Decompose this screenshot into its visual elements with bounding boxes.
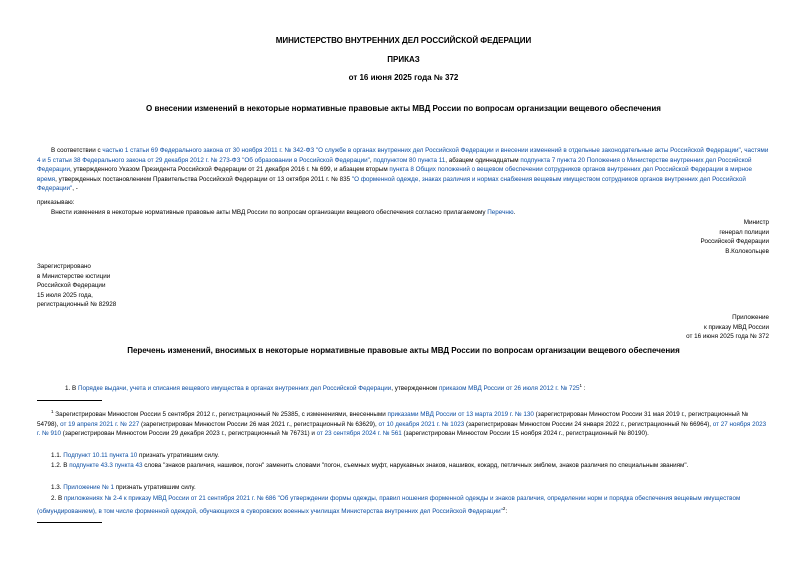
footnote-link-order-1023[interactable]: от 10 декабря 2021 г. № 1023 — [378, 420, 465, 428]
order-text-body: Внести изменения в некоторые нормативные правовые акты МВД России по вопросам организации вещевого обеспечения согласно прилагаемому — [51, 209, 488, 216]
preamble-text: , — [740, 147, 745, 154]
appendix-date: от 16 июня 2025 года № 372 — [686, 333, 769, 341]
sub-item-1-3 — [51, 483, 196, 493]
sub-item-text: слова "знаков различия, нашивок, погон" заменить словами "погон, съемных муфт, нарукавных знаков, нашивок, кокард, петличных эмблем, знаков различия по специальным званиям". — [142, 462, 689, 469]
preamble-link-law-273[interactable]: частями 4 и 5 статьи 38 Федерального закона от 29 декабря 2012 г. № 273-ФЗ "Об образовании в Российской Федерации" — [37, 147, 769, 164]
item-2-end: : — [505, 507, 508, 515]
list-item-1 — [65, 381, 585, 394]
order-link-list[interactable]: Перечню — [487, 209, 514, 216]
preamble-link-uniform[interactable]: "О форменной одежде, знаках различия и нормах снабжения вещевым имуществом сотрудников органов внутренних дел Российской Федерации" — [37, 175, 746, 193]
footnote-text: (зарегистрирован Минюстом России 31 мая 2019 г., регистрационный № 54798), — [37, 411, 749, 428]
item-2-link-order-686[interactable]: приложениях № 2-4 к приказу МВД России от 21 сентября 2021 г. № 686 "Об утверждении формы одежды, правил ношения форменной одежды и знаков различия, определении норм и порядка обеспечения вещевым имуществом (обмундированием), в том числе форменной одеждой, обучающихся в суворовских военных училищах Министерства внутренних дел Российской Федерации" — [37, 495, 741, 515]
preamble-text: , — [369, 156, 374, 164]
item-1-text: , утвержденном — [391, 385, 439, 393]
preamble-link-law-342[interactable]: частью 1 статьи 69 Федерального закона от 30 ноября 2011 г. № 342-ФЗ "О службе в органах внутренних дел Российской Федерации и внесении изменений в отдельные законодательные акты Российской Федерации" — [102, 147, 741, 154]
preamble-text: , - — [72, 185, 78, 193]
preamble-link-subpoint-80[interactable]: подпунктом 80 пункта 11 — [373, 156, 446, 164]
sub-item-1-2 — [37, 461, 769, 471]
sub-item-text: признать утратившим силу. — [137, 452, 220, 459]
preamble-text: , абзацем одиннадцатым — [445, 156, 521, 164]
preamble-link-regulation[interactable]: подпункта 7 пункта 20 Положения о Министерстве внутренних дел Российской Федерации — [37, 156, 752, 174]
sub-item-1-1 — [51, 451, 219, 461]
preamble-text: , утвержденного Указом Президента Российской Федерации от 21 декабря 2016 г. № 699, и абзацем вторым — [69, 166, 390, 174]
registration-number: регистрационный № 82928 — [37, 301, 117, 309]
registration-line: Зарегистрировано — [37, 263, 91, 270]
footnote-1 — [37, 407, 769, 439]
item-1-num: 1. В — [65, 385, 78, 393]
document-date-number: от 16 июня 2025 года № 372 — [348, 73, 459, 82]
footnote-text: Зарегистрирован Минюстом России 5 сентября 2012 г., регистрационный № 25385, с изменениями, внесенными — [53, 411, 388, 419]
signature-position: Министр — [743, 219, 769, 226]
item-2-num: 2. В — [51, 495, 64, 502]
registration-line: в Министерстве юстиции — [37, 272, 111, 280]
appendix-title: Перечень изменений, вносимых в некоторые нормативные правовые акты МВД России по вопросам организации вещевого обеспечения — [127, 346, 680, 355]
item-1-link-order-725[interactable]: приказом МВД России от 26 июля 2012 г. № 725 — [439, 385, 580, 393]
appendix-reference: к приказу МВД России — [703, 323, 769, 331]
ministry-name: МИНИСТЕРСТВО ВНУТРЕННИХ ДЕЛ РОССИЙСКОЙ ФЕДЕРАЦИИ — [275, 36, 532, 45]
footnote-text: (зарегистрирован Минюстом России 15 ноября 2024 г., регистрационный № 80190). — [401, 430, 649, 438]
order-word: приказываю: — [37, 199, 75, 206]
registration-line: 15 июля 2025 года, — [37, 291, 93, 299]
order-text — [51, 208, 515, 218]
footnote-link-order-130[interactable]: приказами МВД России от 13 марта 2019 г. № 130 — [387, 411, 534, 419]
sub-item-num: 1.2. В — [51, 462, 70, 469]
order-text-end: . — [513, 209, 516, 216]
footnote-ref-2[interactable]: 2 — [502, 505, 506, 511]
preamble-paragraph — [37, 146, 769, 194]
appendix-label: Приложение — [732, 314, 769, 321]
signature-country: Российской Федерации — [700, 238, 769, 246]
footnote-link-order-561[interactable]: от 23 сентября 2024 г. № 561 — [316, 430, 402, 438]
registration-line: Российской Федерации — [37, 282, 106, 290]
footnote-text: (зарегистрирован Минюстом России 26 мая 2021 г., регистрационный № 63629), — [139, 420, 379, 428]
preamble-text: В соответствии с — [51, 147, 103, 154]
sub-item-1-3-link[interactable]: Приложение № 1 — [63, 484, 114, 491]
appendix-header — [569, 313, 769, 342]
footnote-divider — [37, 522, 102, 523]
footnote-link-order-910[interactable]: от 27 ноября 2023 г. № 910 — [37, 420, 767, 438]
document-title: О внесении изменений в некоторые нормативные правовые акты МВД России по вопросам организации вещевого обеспечения — [146, 104, 661, 113]
sub-item-num: 1.1. — [51, 452, 64, 459]
preamble-link-general-provisions[interactable]: пункта 8 Общих положений о вещевом обеспечении сотрудников органов внутренних дел Российской Федерации в мирное время — [37, 166, 752, 183]
footnote-divider — [37, 400, 102, 401]
item-1-end: : — [583, 385, 586, 393]
footnote-ref-1[interactable]: 1 — [579, 383, 582, 388]
signature-block — [569, 218, 769, 256]
footnote-text: (зарегистрирован Минюстом России 29 декабря 2023 г., регистрационный № 76731) и — [61, 430, 317, 438]
document-type: ПРИКАЗ — [387, 55, 420, 64]
sub-item-1-2-link[interactable]: подпункте 43.3 пункта 43 — [69, 462, 143, 469]
sub-item-num: 1.3. — [51, 484, 64, 491]
registration-block — [37, 262, 287, 310]
signature-rank: генерал полиции — [719, 228, 769, 236]
footnote-text: (зарегистрирован Минюстом России 24 января 2022 г., регистрационный № 66964), — [464, 420, 713, 428]
preamble-text: , утвержденных постановлением Правительства Российской Федерации от 13 октября 2011 г. № 835 — [55, 175, 352, 183]
footnote-1-marker: 1 — [51, 409, 54, 414]
signature-name: В.Колокольцев — [725, 247, 769, 255]
item-1-link-procedure[interactable]: Порядке выдачи, учета и списания вещевого имущества в органах внутренних дел Российской Федерации — [77, 385, 392, 393]
sub-item-text: признать утратившим силу. — [113, 484, 196, 491]
list-item-2 — [37, 494, 769, 516]
footnote-link-order-227[interactable]: от 19 апреля 2021 г. № 227 — [60, 420, 140, 428]
sub-item-1-1-link[interactable]: Подпункт 10.11 пункта 10 — [63, 452, 138, 459]
